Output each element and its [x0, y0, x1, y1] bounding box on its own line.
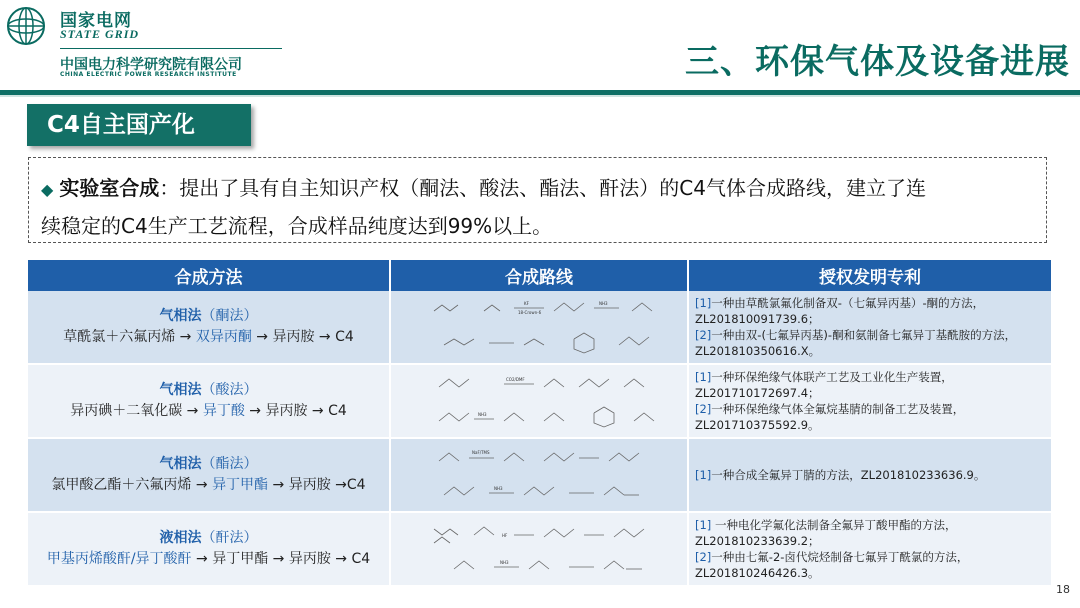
table-row: [28, 364, 1051, 438]
svg-text:NH3: NH3: [478, 412, 487, 417]
route-diagram: [394, 441, 684, 509]
diamond-bullet-icon: ◆: [41, 180, 54, 199]
route-diagram: [394, 293, 684, 361]
brand-name-cn: 国家电网: [60, 11, 132, 31]
svg-text:NH3: NH3: [494, 486, 503, 491]
synthesis-table: [28, 260, 1051, 587]
method-title: 气相法（酸法）: [159, 382, 258, 398]
patent-cell: [688, 438, 1051, 512]
method-equation: 甲基丙烯酸酐/异丁酸酐 → 异丁甲酯 → 异丙胺 → C4: [46, 551, 371, 567]
svg-text:CO2/DMF: CO2/DMF: [506, 377, 525, 382]
method-cell: [28, 512, 390, 586]
method-title: 液相法（酐法）: [159, 530, 258, 546]
method-title: 气相法（酮法）: [159, 308, 258, 324]
method-equation: 氯甲酸乙酯＋六氟丙烯 → 异丁甲酯 → 异丙胺 →C4: [51, 477, 366, 493]
svg-text:NH3: NH3: [599, 301, 608, 306]
method-title: 气相法（酯法）: [159, 456, 258, 472]
table-row: [28, 438, 1051, 512]
method-equation: 异丙碘＋二氧化碳 → 异丁酸 → 异丙胺 → C4: [70, 403, 347, 419]
brand-name-en: STATE GRID: [60, 27, 140, 41]
patent-item: [2]一种环保绝缘气体全氟烷基腈的制备工艺及装置，ZL201710375592.9。: [695, 402, 965, 432]
section-badge: C4自主国产化: [27, 104, 251, 146]
route-diagram: [394, 367, 684, 435]
patent-item: [1]一种由草酰氯氟化制备双-（七氟异丙基）-酮的方法，ZL201810091739.6；: [695, 296, 985, 326]
patent-item: [1] 一种电化学氟化法制备全氟异丁酸甲酯的方法，ZL201810233639.2；: [695, 518, 957, 548]
header-divider: [60, 48, 282, 49]
svg-text:18-Crown-6: 18-Crown-6: [518, 310, 542, 315]
intro-textbox: [28, 157, 1047, 243]
svg-text:NH3: NH3: [500, 560, 509, 565]
intro-line1: ：提出了具有自主知识产权（酮法、酸法、酯法、酐法）的C4气体合成路线，建立了连: [159, 176, 927, 200]
patent-item: [2]一种由双-(七氟异丙基)-酮和氨制备七氟异丁基酰胺的方法，ZL201810350616.X。: [695, 328, 1017, 358]
table-row: [28, 512, 1051, 586]
method-cell: [28, 291, 390, 364]
svg-text:NaF/TMS: NaF/TMS: [472, 450, 490, 455]
method-equation: 草酰氯＋六氟丙烯 → 双异丙酮 → 异丙胺 → C4: [63, 329, 354, 345]
intro-line2: 续稳定的C4生产工艺流程，合成样品纯度达到99%以上。: [41, 214, 553, 238]
header-method: 合成方法: [28, 260, 390, 291]
patent-cell: [688, 364, 1051, 438]
patent-item: [1]一种合成全氟异丁腈的方法，ZL201810233636.9。: [695, 468, 986, 482]
header-band-accent: [0, 95, 1080, 97]
svg-text:HF: HF: [502, 533, 508, 538]
table-header-row: [28, 260, 1051, 291]
org-name-cn: 中国电力科学研究院有限公司: [60, 57, 242, 73]
state-grid-logo-icon: [6, 6, 46, 46]
header-route: 合成路线: [390, 260, 688, 291]
svg-text:KF: KF: [524, 301, 529, 306]
table-row: [28, 291, 1051, 364]
method-cell: [28, 364, 390, 438]
method-cell: [28, 438, 390, 512]
page-number: 18: [1056, 583, 1070, 596]
patent-cell: [688, 291, 1051, 364]
route-cell: [390, 364, 688, 438]
patent-item: [2]一种由七氟-2-卤代烷烃制备七氟异丁酰氯的方法，ZL201810246426.3。: [695, 550, 969, 580]
route-cell: [390, 291, 688, 364]
page-title: 三、环保气体及设备进展: [685, 42, 1070, 82]
org-name-en: CHINA ELECTRIC POWER RESEARCH INSTITUTE: [60, 71, 237, 78]
route-cell: [390, 512, 688, 586]
patent-item: [1]一种环保绝缘气体联产工艺及工业化生产装置，ZL201710172697.4；: [695, 370, 953, 400]
header-patent: 授权发明专利: [688, 260, 1051, 291]
intro-lead: 实验室合成: [59, 176, 160, 200]
patent-cell: [688, 512, 1051, 586]
route-diagram: [394, 515, 684, 583]
route-cell: [390, 438, 688, 512]
